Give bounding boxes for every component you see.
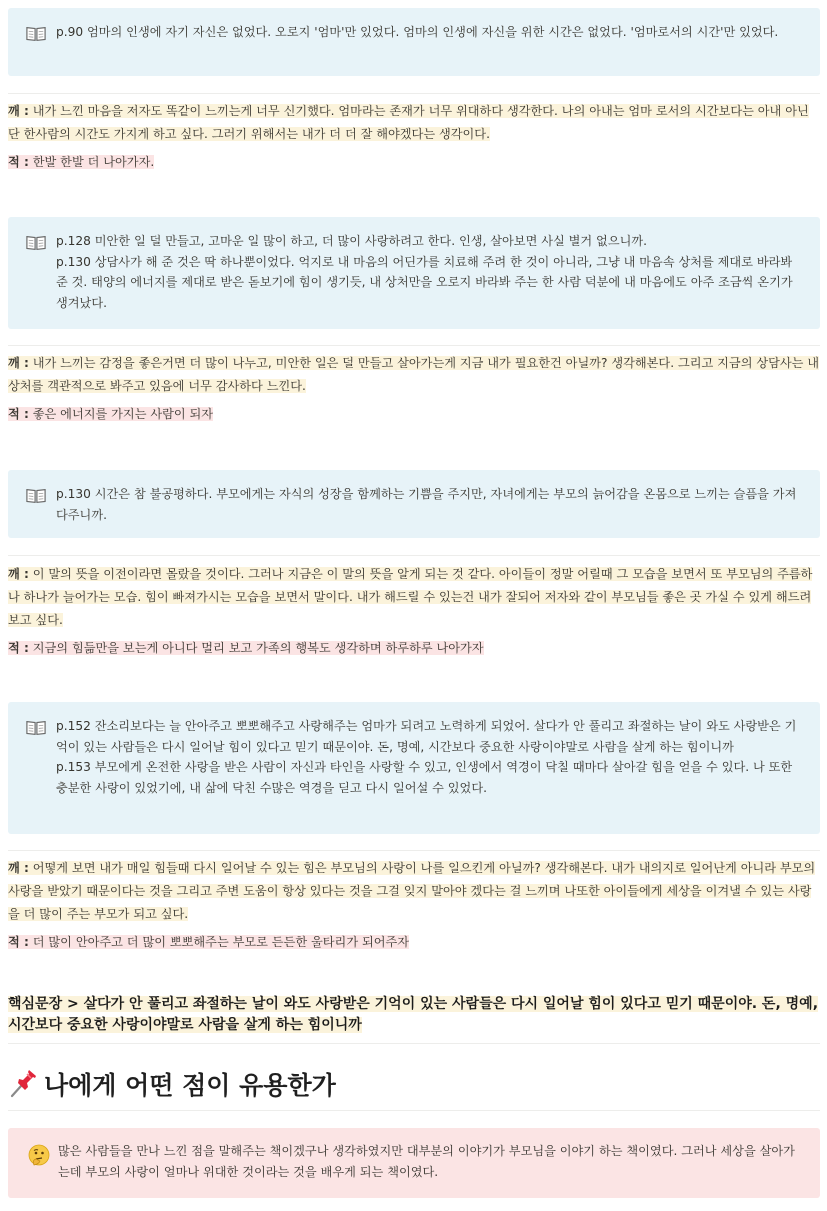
thought-label: 깨 : bbox=[8, 567, 29, 581]
pushpin-icon bbox=[8, 1069, 38, 1099]
thought-block-4 bbox=[8, 857, 822, 954]
quote-callout-4 bbox=[8, 702, 820, 834]
quote-text: p.90 엄마의 인생에 자기 자신은 없었다. 오로지 '엄마'만 있었다. 엄마의 인생에 자신을 위한 시간은 없었다. '엄마로서의 시간'만 있었다. bbox=[56, 25, 779, 39]
thinking-face-icon bbox=[28, 1144, 50, 1166]
thought-text: 내가 느낀 마음을 저자도 똑같이 느끼는게 너무 신기했다. 엄마라는 존재가 너무 위대하다 생각한다. 나의 아내는 엄마 로서의 시간보다는 아내 아닌 단 한사람의 시간도 가지게 하고 싶다. 그러기 위해서는 내가 더 더 잘 해야겠다는 생각이다. bbox=[8, 104, 809, 141]
section-heading bbox=[8, 1066, 336, 1102]
action-label: 적 : bbox=[8, 641, 29, 655]
divider bbox=[8, 93, 820, 94]
key-sentence bbox=[8, 994, 820, 1036]
thought-block-1 bbox=[8, 100, 822, 174]
quote-callout-1 bbox=[8, 8, 820, 76]
divider bbox=[8, 1110, 820, 1111]
thought-label: 깨 : bbox=[8, 861, 29, 875]
action-label: 적 : bbox=[8, 155, 29, 169]
action-text: 지금의 힘듦만을 보는게 아니다 멀리 보고 가족의 행복도 생각하며 하루하루 나아가자 bbox=[32, 641, 484, 655]
quote-text: p.128 미안한 일 덜 만들고, 고마운 일 많이 하고, 더 많이 사랑하려고 한다. 인생, 살아보면 사실 별거 없으니까. bbox=[56, 234, 648, 248]
action-label: 적 : bbox=[8, 407, 29, 421]
quote-text: p.153 부모에게 온전한 사랑을 받은 사람이 자신과 타인을 사랑할 수 있고, 인생에서 역경이 닥칠 때마다 살아갈 힘을 얻을 수 있다. 나 또한 충분한 사랑이 있었기에, 내 삶에 닥친 수많은 역경을 딛고 다시 일어설 수 있었다. bbox=[56, 760, 793, 795]
divider bbox=[8, 345, 820, 346]
thought-block-3 bbox=[8, 563, 822, 660]
book-icon bbox=[24, 233, 48, 253]
divider bbox=[8, 555, 820, 556]
thought-text: 이 말의 뜻을 이전이라면 몰랐을 것이다. 그러나 지금은 이 말의 뜻을 알게 되는 것 같다. 아이들이 정말 어릴때 그 모습을 보면서 또 부모님의 주름하나 하나가 늘어가는 모습. 힘이 빠져가시는 모습을 보면서 말이다. 내가 해드릴 수 있는건 내가 잘되어 저자와 같이 부모님들 좋은 곳 가실 수 있게 해드려보고 싶다. bbox=[8, 567, 813, 627]
usefulness-text: 많은 사람들을 만나 느낀 점을 말해주는 책이겠구나 생각하였지만 대부분의 이야기가 부모님을 이야기 하는 책이였다. 그러나 세상을 살아가는데 부모의 사랑이 얼마나 위대한 것이라는 것을 배우게 되는 책이였다. bbox=[58, 1144, 795, 1179]
action-label: 적 : bbox=[8, 935, 29, 949]
thought-text: 어떻게 보면 내가 매일 힘들때 다시 일어날 수 있는 힘은 부모님의 사랑이 나를 일으킨게 아닐까? 생각해본다. 내가 내의지로 일어난게 아니라 부모의 사랑을 받았기 때문이다는 것을 그리고 주변 도움이 항상 있다는 것을 그걸 잊지 말아야 겠다는 걸 느끼며 나또한 아이들에게 세상을 이겨낼 수 있는 사랑을 더 많이 주는 부모가 되고 싶다. bbox=[8, 861, 816, 921]
divider bbox=[8, 850, 820, 851]
action-text: 한발 한발 더 나아가자. bbox=[32, 155, 155, 169]
quote-callout-2 bbox=[8, 217, 820, 329]
book-icon bbox=[24, 486, 48, 506]
action-text: 더 많이 안아주고 더 많이 뽀뽀해주는 부모로 든든한 울타리가 되어주자 bbox=[32, 935, 410, 949]
quote-text: p.130 상담사가 해 준 것은 딱 하나뿐이었다. 억지로 내 마음의 어딘가를 치료해 주려 한 것이 아니라, 그냥 내 마음속 상처를 제대로 바라봐 준 것. 태양의 에너지를 제대로 받은 돋보기에 힘이 생기듯, 내 상처만을 오로지 바라봐 주는 한 사람 덕분에 내 마음에도 아주 조금씩 온기가 생겨났다. bbox=[56, 254, 793, 310]
book-icon bbox=[24, 718, 48, 738]
quote-text: p.130 시간은 참 불공평하다. 부모에게는 자식의 성장을 함께하는 기쁨을 주지만, 자녀에게는 부모의 늙어감을 온몸으로 느끼는 슬픔을 가져다주니까. bbox=[56, 487, 797, 522]
divider bbox=[8, 1043, 820, 1044]
thought-label: 깨 : bbox=[8, 356, 29, 370]
thought-block-2 bbox=[8, 352, 822, 426]
book-icon bbox=[24, 24, 48, 44]
thought-text: 내가 느끼는 감정을 좋은거면 더 많이 나누고, 미안한 일은 덜 만들고 살아가는게 지금 내가 필요한건 아닐까? 생각해본다. 그리고 지금의 상담사는 내 상처를 객관적으로 봐주고 있음에 너무 감사하다 느낀다. bbox=[8, 356, 820, 393]
key-sentence-text: 핵심문장 > 살다가 안 풀리고 좌절하는 날이 와도 사랑받은 기억이 있는 사람들은 다시 일어날 힘이 있다고 믿기 때문이야. 돈, 명예, 시간보다 중요한 사랑이야말로 사람을 살게 하는 힘이니까 bbox=[8, 996, 819, 1033]
usefulness-callout bbox=[8, 1128, 820, 1198]
quote-callout-3 bbox=[8, 470, 820, 538]
action-text: 좋은 에너지를 가지는 사람이 되자 bbox=[32, 407, 214, 421]
quote-text: p.152 잔소리보다는 늘 안아주고 뽀뽀해주고 사랑해주는 엄마가 되려고 노력하게 되었어. 살다가 안 풀리고 좌절하는 날이 와도 사랑받은 기억이 있는 사람들은 다시 일어날 힘이 있다고 믿기 때문이야. 돈, 명예, 시간보다 중요한 사랑이야말로 사람을 살게 하는 힘이니까 bbox=[56, 719, 797, 754]
section-heading-text: 나에게 어떤 점이 유용한가 bbox=[44, 1071, 336, 1100]
thought-label: 깨 : bbox=[8, 104, 29, 118]
